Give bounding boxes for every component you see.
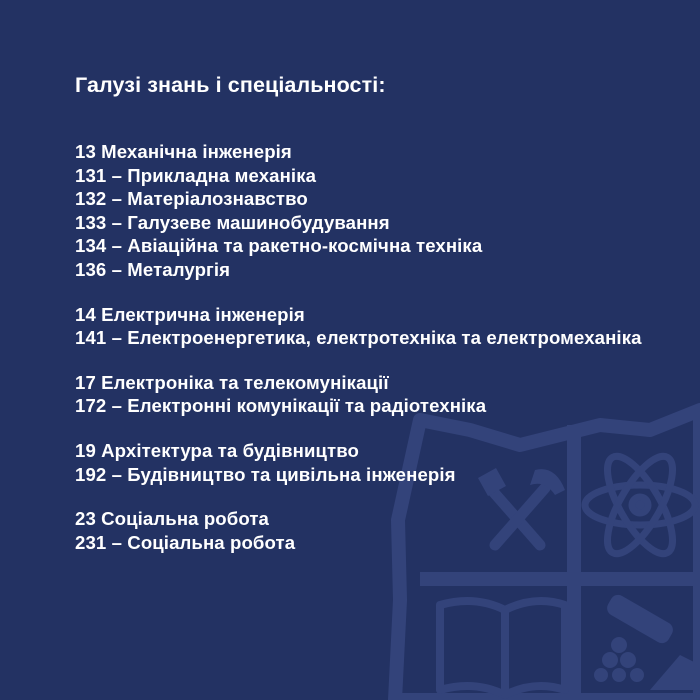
- specialty-item: 172 – Електронні комунікації та радіотехніка: [75, 395, 487, 417]
- knowledge-field-title: 19 Архітектура та будівництво: [75, 439, 359, 461]
- specialty-item: 141 – Електроенергетика, електротехніка та електромеханіка: [75, 327, 642, 349]
- knowledge-field-title: 17 Електроніка та телекомунікації: [75, 371, 389, 393]
- knowledge-field-group: [75, 303, 655, 350]
- knowledge-field-group: [75, 507, 655, 554]
- book-icon: [440, 601, 565, 695]
- specialty-item: 131 – Прикладна механіка: [75, 164, 317, 186]
- knowledge-field-title: 23 Соціальна робота: [75, 508, 269, 530]
- specialty-item: 231 – Соціальна робота: [75, 531, 296, 553]
- specialty-item: 134 – Авіаційна та ракетно-космічна техніка: [75, 235, 483, 257]
- knowledge-field-title: 13 Механічна інженерія: [75, 141, 292, 162]
- knowledge-field-group: [75, 371, 655, 418]
- specialty-item: 132 – Матеріалознавство: [75, 188, 308, 210]
- knowledge-field-group: [75, 140, 655, 282]
- specialty-item: 192 – Будівництво та цивільна інженерія: [75, 463, 456, 485]
- specialties-list: [75, 73, 655, 575]
- page-title: Галузі знань і спеціальності:: [75, 73, 386, 97]
- cannon-icon: [594, 592, 700, 690]
- specialty-item: 133 – Галузеве машинобудування: [75, 211, 390, 233]
- knowledge-field-group: [75, 439, 655, 486]
- knowledge-field-title: 14 Електрична інженерія: [75, 303, 305, 325]
- specialty-item: 136 – Металургія: [75, 258, 231, 280]
